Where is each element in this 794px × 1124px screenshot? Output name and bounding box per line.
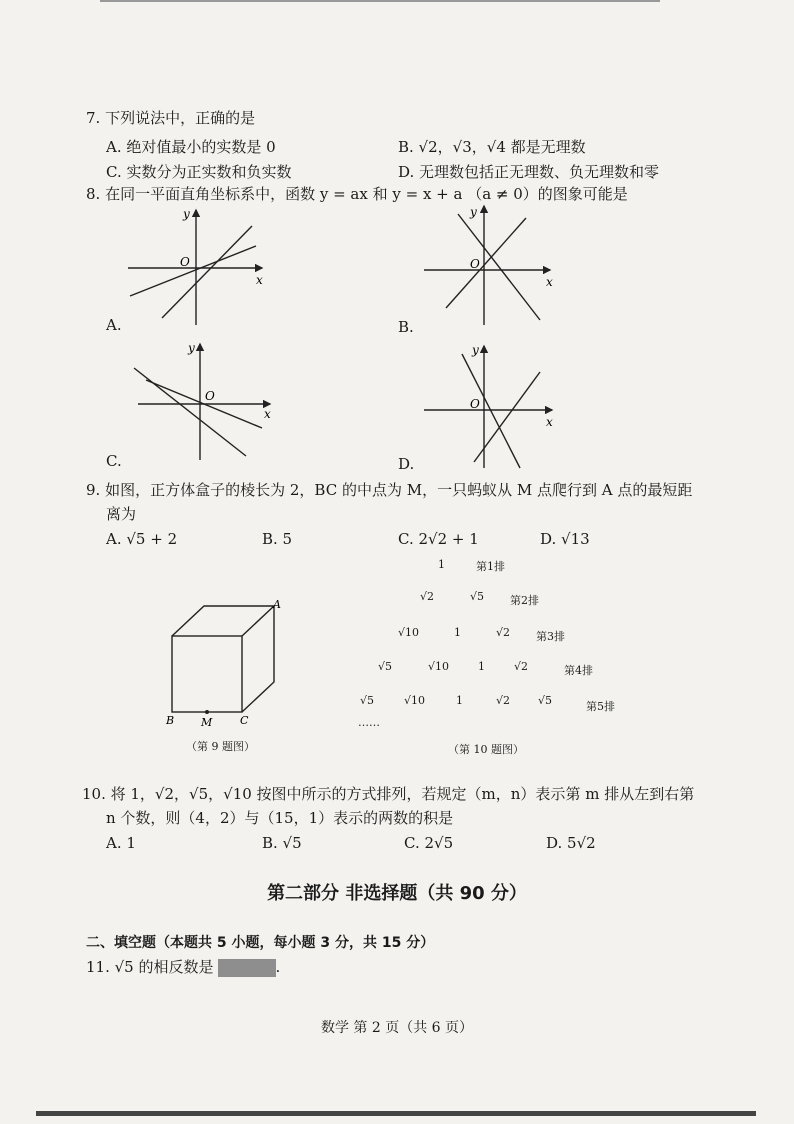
- q8-graph-a: [128, 210, 262, 325]
- q9-option-d: D. √13: [540, 530, 590, 548]
- q10-option-a: A. 1: [106, 834, 136, 852]
- q9-cube-figure: [160, 596, 290, 730]
- q7-option-d: D. 无理数包括正无理数、负无理数和零: [398, 163, 660, 181]
- q8-option-d: D.: [398, 455, 415, 473]
- cube-label-b: B: [166, 714, 175, 727]
- graph-a-y-label: y: [183, 207, 190, 221]
- q9-option-a: A. √5 + 2: [106, 530, 178, 548]
- graph-d-y-label: y: [472, 343, 479, 357]
- row2-item2: √5: [470, 590, 485, 603]
- row5-item5: √5: [538, 694, 553, 707]
- q9-stem-line1: 9. 如图，正方体盒子的棱长为 2，BC 的中点为 M，一只蚂蚁从 M 点爬行到 A 点的最短距: [86, 481, 693, 499]
- q8-graph-d: [424, 346, 552, 468]
- row5-item3: 1: [456, 694, 463, 707]
- cube-label-m: M: [201, 716, 213, 729]
- row3-item3: √2: [496, 626, 511, 639]
- q11-answer-blank: [218, 959, 276, 977]
- row2-item1: √2: [420, 590, 435, 603]
- row5-item1: √5: [360, 694, 375, 707]
- graph-c-origin: O: [205, 389, 215, 403]
- page-footer: 数学 第 2 页（共 6 页）: [320, 1020, 474, 1036]
- row3-item1: √10: [398, 626, 420, 639]
- graph-b-line-2: [446, 218, 526, 308]
- bottom-edge: [36, 1111, 756, 1116]
- q8-option-a: A.: [106, 316, 122, 334]
- q8-graph-b: [424, 206, 550, 325]
- row4-label: 第4排: [564, 664, 593, 677]
- cube-label-a: A: [273, 598, 281, 611]
- q9-figure-caption: （第 9 题图）: [186, 740, 255, 753]
- row1-item1: 1: [438, 558, 445, 571]
- cube-point-m: [205, 710, 209, 714]
- row-ellipsis: ……: [358, 716, 380, 729]
- row4-item2: √10: [428, 660, 450, 673]
- q10-stem-line1: 10. 将 1，√2，√5，√10 按图中所示的方式排列，若规定（m，n）表示第 m 排从左到右第: [82, 785, 695, 803]
- graph-b-y-label: y: [470, 205, 477, 219]
- graph-d-x-label: x: [546, 415, 553, 429]
- row2-label: 第2排: [510, 594, 539, 607]
- q9-stem-line2: 离为: [106, 505, 137, 523]
- q10-option-c: C. 2√5: [404, 834, 454, 852]
- cube-label-c: C: [240, 714, 249, 727]
- graph-c-x-label: x: [264, 407, 271, 421]
- q10-option-d: D. 5√2: [546, 834, 596, 852]
- q10-stem-line2: n 个数，则（4，2）与（15，1）表示的两数的积是: [106, 809, 454, 827]
- q10-option-b: B. √5: [262, 834, 302, 852]
- row4-item1: √5: [378, 660, 393, 673]
- q11-stem: 11. √5 的相反数是: [86, 958, 214, 976]
- q7-option-b: B. √2，√3，√4 都是无理数: [398, 138, 586, 156]
- q7-option-c: C. 实数分为正实数和负实数: [106, 163, 292, 181]
- q7-option-a: A. 绝对值最小的实数是 0: [106, 138, 276, 156]
- row4-item4: √2: [514, 660, 529, 673]
- q11-line: [86, 956, 280, 978]
- part2-title: 第二部分 非选择题（共 90 分）: [267, 883, 527, 904]
- graph-b-x-label: x: [546, 275, 553, 289]
- graph-a-line-1: [130, 246, 256, 296]
- q8-option-c: C.: [106, 452, 122, 470]
- graph-b-origin: O: [470, 257, 480, 271]
- graph-c-line-1: [134, 368, 246, 456]
- cube-front-face: [172, 636, 242, 712]
- graph-d-origin: O: [470, 397, 480, 411]
- graph-a-x-label: x: [256, 273, 263, 287]
- q11-end: .: [275, 958, 281, 976]
- q8-stem: 8. 在同一平面直角坐标系中，函数 y = ax 和 y = x + a （a ≠ 0）的图象可能是: [86, 185, 628, 203]
- q10-figure-caption: （第 10 题图）: [448, 743, 524, 756]
- row5-item4: √2: [496, 694, 511, 707]
- cube-top-face: [172, 606, 274, 636]
- row3-label: 第3排: [536, 630, 565, 643]
- section2-heading: 二、填空题（本题共 5 小题，每小题 3 分，共 15 分）: [86, 935, 435, 951]
- q8-graph-c: [134, 344, 270, 460]
- q7-stem: 7. 下列说法中，正确的是: [86, 109, 256, 127]
- q9-option-c: C. 2√2 + 1: [398, 530, 479, 548]
- row3-item2: 1: [454, 626, 461, 639]
- q9-option-b: B. 5: [262, 530, 293, 548]
- q8-option-b: B.: [398, 318, 414, 336]
- row5-label: 第5排: [586, 700, 615, 713]
- graph-a-line-2: [162, 226, 252, 318]
- row4-item3: 1: [478, 660, 485, 673]
- row5-item2: √10: [404, 694, 426, 707]
- graph-c-y-label: y: [188, 341, 195, 355]
- row1-label: 第1排: [476, 560, 505, 573]
- graph-a-origin: O: [180, 255, 190, 269]
